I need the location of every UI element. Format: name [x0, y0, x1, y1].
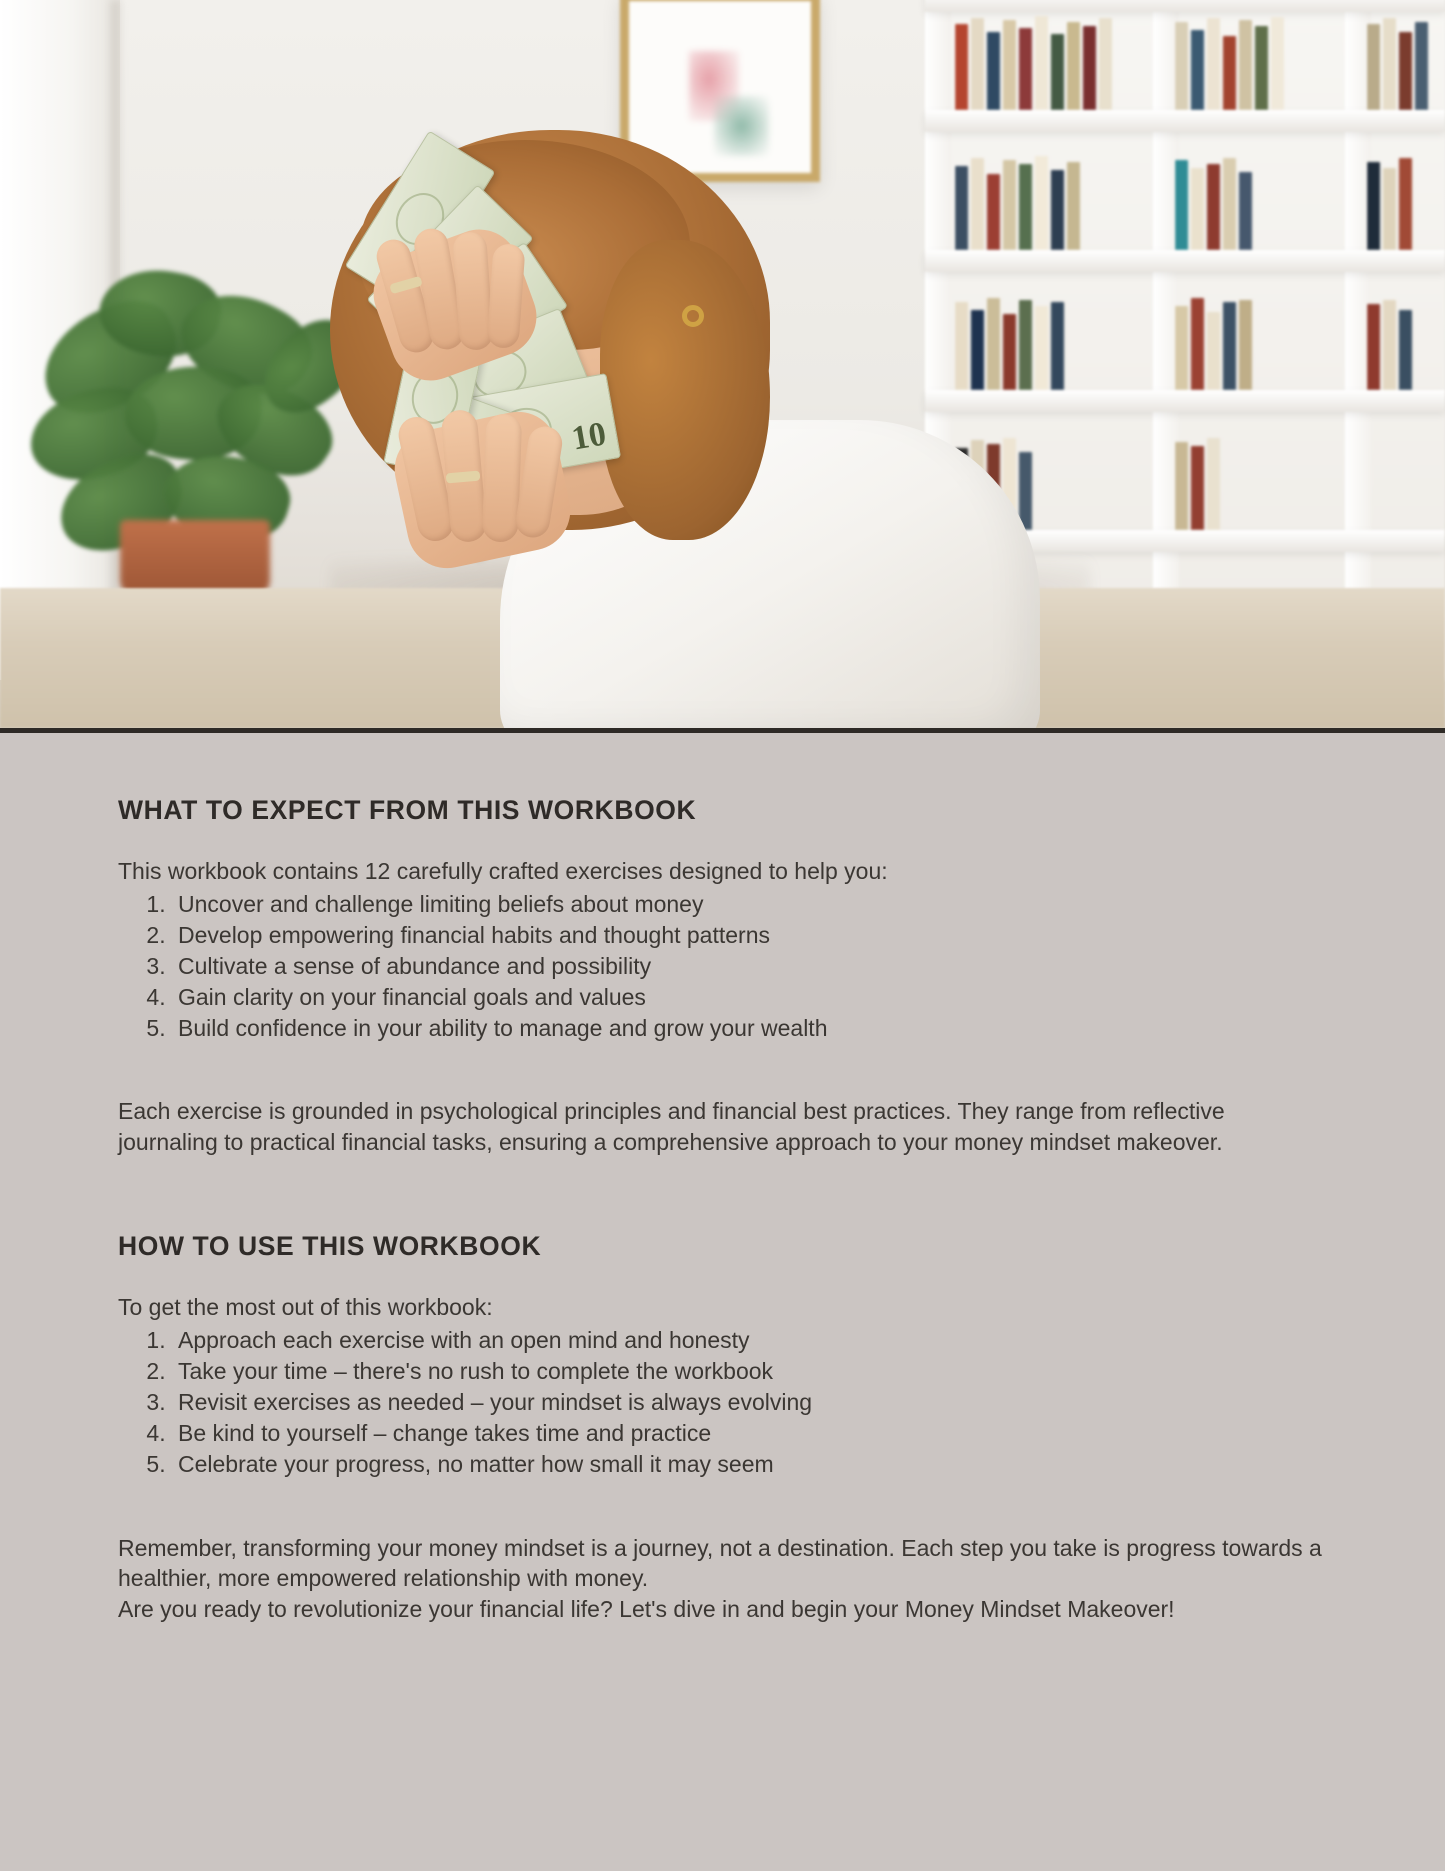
what-to-expect-list	[118, 889, 1327, 1044]
list-item: 1. Uncover and challenge limiting beliefs about money	[172, 889, 1327, 919]
section-title-what-to-expect: WHAT TO EXPECT FROM THIS WORKBOOK	[118, 795, 697, 825]
section-what-to-expect	[118, 795, 1327, 1157]
list-item: 1. Approach each exercise with an open mind and honesty	[172, 1325, 1327, 1355]
section-title-how-to-use: HOW TO USE THIS WORKBOOK	[118, 1231, 542, 1262]
what-to-expect-outro: Each exercise is grounded in psychological principles and financial best practices. They range from reflective journaling to practical financial tasks, ensuring a comprehensive approach to your money mindset makeover.	[118, 1098, 1225, 1155]
how-to-use-outro-1: Remember, transforming your money mindset is a journey, not a destination. Each step you take is progress towards a healthier, more empowered relationship with money.	[118, 1534, 1322, 1592]
hero-photo	[0, 0, 1445, 733]
workbook-content	[0, 733, 1445, 1871]
list-item: 2. Develop empowering financial habits and thought patterns	[172, 920, 1327, 950]
list-item: 5. Celebrate your progress, no matter how small it may seem	[172, 1449, 1327, 1479]
what-to-expect-intro: This workbook contains 12 carefully crafted exercises designed to help you:	[118, 858, 888, 884]
how-to-use-outro-2: Are you ready to revolutionize your financial life? Let's dive in and begin your Money Mindset Makeover!	[118, 1595, 1175, 1622]
list-item: 3. Revisit exercises as needed – your mindset is always evolving	[172, 1387, 1327, 1417]
list-item: 5. Build confidence in your ability to manage and grow your wealth	[172, 1013, 1327, 1043]
list-item: 3. Cultivate a sense of abundance and possibility	[172, 951, 1327, 981]
section-how-to-use	[118, 1231, 1327, 1624]
list-item: 4. Gain clarity on your financial goals and values	[172, 982, 1327, 1012]
woman-portrait	[300, 120, 1020, 733]
earring	[682, 305, 704, 327]
bill-denomination: 10	[568, 415, 609, 458]
list-item: 4. Be kind to yourself – change takes time and practice	[172, 1418, 1327, 1448]
how-to-use-list	[118, 1325, 1327, 1480]
how-to-use-intro: To get the most out of this workbook:	[118, 1294, 493, 1321]
list-item: 2. Take your time – there's no rush to complete the workbook	[172, 1356, 1327, 1386]
